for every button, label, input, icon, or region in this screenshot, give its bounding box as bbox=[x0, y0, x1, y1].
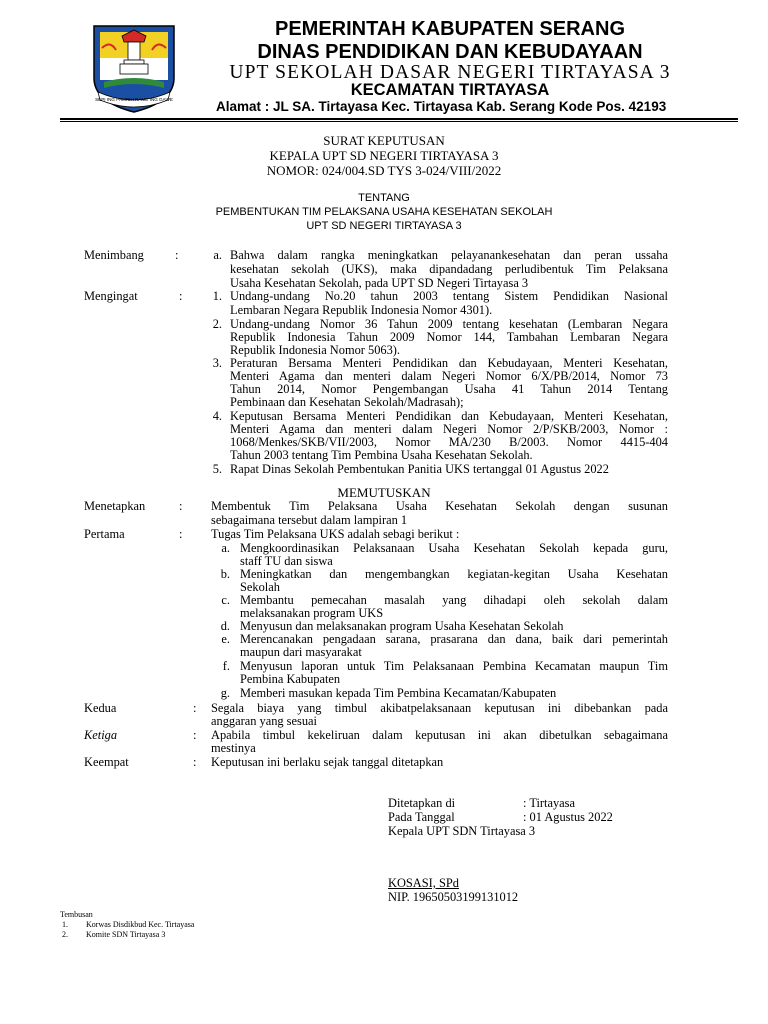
decision-heading: MEMUTUSKAN bbox=[337, 485, 431, 500]
paragraph-line: Keputusan Bersama Menteri Pendidikan dan Kebudayaan, Menteri Kesehatan, bbox=[230, 409, 668, 423]
list-marker: e. bbox=[221, 632, 230, 646]
section-colon: : bbox=[179, 527, 183, 541]
paragraph-line: Membentuk Tim Pelaksana Usaha Kesehatan Sekolah dengan susunan bbox=[211, 499, 668, 513]
paragraph-line: Pembinaan dan Kesehatan Sekolah/Madrasah); bbox=[230, 395, 464, 409]
paragraph-line: Menteri Agama dan menteri dalam Negeri Nomor 6/X/PB/2014, Nomor 73 bbox=[230, 369, 668, 383]
paragraph-line: Merencanakan pengadaan sarana, prasarana dan dana, baik dari pemerintah bbox=[240, 632, 668, 646]
section-colon: : bbox=[193, 701, 197, 715]
section-colon: : bbox=[193, 728, 197, 742]
paragraph-line: sebagaimana tersebut dalam lampiran 1 bbox=[211, 513, 408, 527]
section-label-ketiga: Ketiga bbox=[84, 728, 118, 742]
paragraph-line: melaksanakan program UKS bbox=[240, 606, 384, 620]
section-label-menimbang: Menimbang bbox=[84, 248, 144, 262]
paragraph-line: Keputusan ini berlaku sejak tanggal ditetapkan bbox=[211, 755, 444, 769]
signature-place-label: Ditetapkan di bbox=[388, 796, 456, 810]
copies-marker: 1. bbox=[62, 920, 68, 929]
section-colon: : bbox=[179, 289, 183, 303]
paragraph-line: anggaran yang sesuai bbox=[211, 714, 317, 728]
decree-title: SURAT KEPUTUSAN bbox=[323, 133, 445, 148]
copies-recipient: Komite SDN Tirtayasa 3 bbox=[86, 930, 166, 939]
decree-issuer: KEPALA UPT SD NEGERI TIRTAYASA 3 bbox=[269, 148, 499, 163]
letterhead-district: KECAMATAN TIRTAYASA bbox=[350, 81, 550, 99]
letterhead-school: UPT SEKOLAH DASAR NEGERI TIRTAYASA 3 bbox=[229, 62, 671, 83]
section-colon: : bbox=[175, 248, 179, 262]
paragraph-line: Usaha Kesehatan Sekolah, pada UPT SD Negeri Tirtayasa 3 bbox=[230, 276, 529, 290]
paragraph-line: Tahun 2003 tentang Tim Pembina Usaha Kesehatan Sekolah. bbox=[230, 448, 533, 462]
letterhead-address: Alamat : JL SA. Tirtayasa Kec. Tirtayasa Kab. Serang Kode Pos. 42193 bbox=[216, 99, 667, 114]
letterhead-government: PEMERINTAH KABUPATEN SERANG bbox=[274, 18, 625, 40]
list-marker: a. bbox=[213, 248, 222, 262]
paragraph-line: Undang-undang No.20 tahun 2003 tentang Sistem Pendidikan Nasional bbox=[230, 289, 668, 303]
letterhead-divider-thin bbox=[60, 121, 738, 122]
section-label-mengingat: Mengingat bbox=[84, 289, 138, 303]
list-marker: 4. bbox=[212, 409, 222, 423]
paragraph-line: Memberi masukan kepada Tim Pembina Kecamatan/Kabupaten bbox=[240, 686, 557, 700]
list-marker: f. bbox=[222, 659, 230, 673]
list-marker: 3. bbox=[212, 356, 222, 370]
copies-recipient: Korwas Disdikbud Kec. Tirtayasa bbox=[86, 920, 195, 929]
section-label-keempat: Keempat bbox=[84, 755, 129, 769]
paragraph-line: Rapat Dinas Sekolah Pembentukan Panitia UKS tertanggal 01 Agustus 2022 bbox=[230, 462, 609, 476]
section-label-pertama: Pertama bbox=[84, 527, 125, 541]
paragraph-line: Republik Indonesia Tahun 2009 Nomor 144, Tambahan Lembaran Negara bbox=[230, 330, 668, 344]
signatory-nip: NIP. 19650503199131012 bbox=[388, 890, 519, 904]
list-marker: 2. bbox=[212, 317, 222, 331]
decree-subject-school: UPT SD NEGERI TIRTAYASA 3 bbox=[306, 220, 462, 232]
paragraph-line: Meningkatkan dan mengembangkan kegiatan-kegitan Usaha Kesehatan bbox=[240, 567, 668, 581]
paragraph-line: Tahun 2014, Nomor Pengembangan Usaha 41 Tahun 2014 Tentang bbox=[230, 382, 668, 396]
paragraph-line: Apabila timbul kekeliruan dalam keputusan ini akan dibetulkan sebagaimana bbox=[211, 728, 668, 742]
section-label-kedua: Kedua bbox=[84, 701, 117, 715]
section-colon: : bbox=[193, 755, 197, 769]
paragraph-line: Pembina Kabupaten bbox=[240, 672, 341, 686]
decree-subject: PEMBENTUKAN TIM PELAKSANA USAHA KESEHATAN SEKOLAH bbox=[215, 206, 553, 218]
list-marker: a. bbox=[221, 541, 230, 555]
letterhead-department: DINAS PENDIDIKAN DAN KEBUDAYAAN bbox=[257, 41, 643, 63]
paragraph-line: kesehatan sekolah (UKS), maka dipandadang perludibentuk Tim Pelaksana bbox=[230, 262, 668, 276]
list-marker: g. bbox=[220, 686, 230, 700]
signature-date-label: Pada Tanggal bbox=[388, 810, 455, 824]
paragraph-line: Menyusun dan melaksanakan program Usaha Kesehatan Sekolah bbox=[240, 619, 564, 633]
copies-marker: 2. bbox=[62, 930, 68, 939]
paragraph-line: 1068/Menkes/SKB/VII/2003, Nomor MA/230 B/2003. Nomor 4415-404 bbox=[230, 435, 668, 449]
paragraph-line: Bahwa dalam rangka meningkatkan pelayanankesehatan dan peran ussaha bbox=[230, 248, 668, 262]
copies-title: Tembusan bbox=[60, 910, 93, 919]
signatory-name: KOSASI, SPd bbox=[388, 876, 459, 890]
emblem-motto: SEPI ING PAMRIH RAME ING GAWE bbox=[95, 97, 173, 102]
paragraph-line: Sekolah bbox=[240, 580, 280, 594]
paragraph-line: Mengkoordinasikan Pelaksanaan Usaha Kesehatan Sekolah kepada guru, bbox=[240, 541, 668, 555]
section-colon: : bbox=[179, 499, 183, 513]
letterhead-divider bbox=[60, 118, 738, 120]
paragraph-line: Menteri Agama dan menteri dalam Negeri Nomor 2/P/SKB/2003, Nomor : bbox=[230, 422, 668, 436]
decree-about-label: TENTANG bbox=[358, 192, 410, 204]
paragraph-line: Tugas Tim Pelaksana UKS adalah sebagi berikut : bbox=[211, 527, 460, 541]
list-marker: c. bbox=[221, 593, 230, 607]
signature-position: Kepala UPT SDN Tirtayasa 3 bbox=[388, 824, 536, 838]
list-marker: 1. bbox=[212, 289, 222, 303]
paragraph-line: Segala biaya yang timbul akibatpelaksanaan keputusan ini dibebankan pada bbox=[211, 701, 668, 715]
paragraph-line: Peraturan Bersama Menteri Pendidikan dan Kebudayaan, Menteri Kesehatan, bbox=[230, 356, 668, 370]
paragraph-line: mestinya bbox=[211, 741, 256, 755]
kabupaten-serang-emblem-icon bbox=[88, 22, 180, 114]
list-marker: b. bbox=[220, 567, 230, 581]
signature-place-value: : Tirtayasa bbox=[523, 796, 575, 810]
paragraph-line: Republik Indonesia Nomor 5063). bbox=[230, 343, 401, 357]
paragraph-line: Lembaran Negara Republik Indonesia Nomor 4301). bbox=[230, 303, 493, 317]
paragraph-line: Menyusun laporan untuk Tim Pelaksanaan Pembina Kecamatan maupun Tim bbox=[240, 659, 668, 673]
list-marker: d. bbox=[220, 619, 230, 633]
paragraph-line: maupun dari masyarakat bbox=[240, 645, 362, 659]
section-label-menetapkan: Menetapkan bbox=[84, 499, 146, 513]
paragraph-line: staff TU dan siswa bbox=[240, 554, 333, 568]
paragraph-line: Undang-undang Nomor 36 Tahun 2009 tentang kesehatan (Lembaran Negara bbox=[230, 317, 668, 331]
paragraph-line: Membantu pemecahan masalah yang dihadapi oleh sekolah dalam bbox=[240, 593, 668, 607]
list-marker: 5. bbox=[212, 462, 222, 476]
signature-date-value: : 01 Agustus 2022 bbox=[523, 810, 613, 824]
decree-number: NOMOR: 024/004.SD TYS 3-024/VIII/2022 bbox=[266, 163, 502, 178]
